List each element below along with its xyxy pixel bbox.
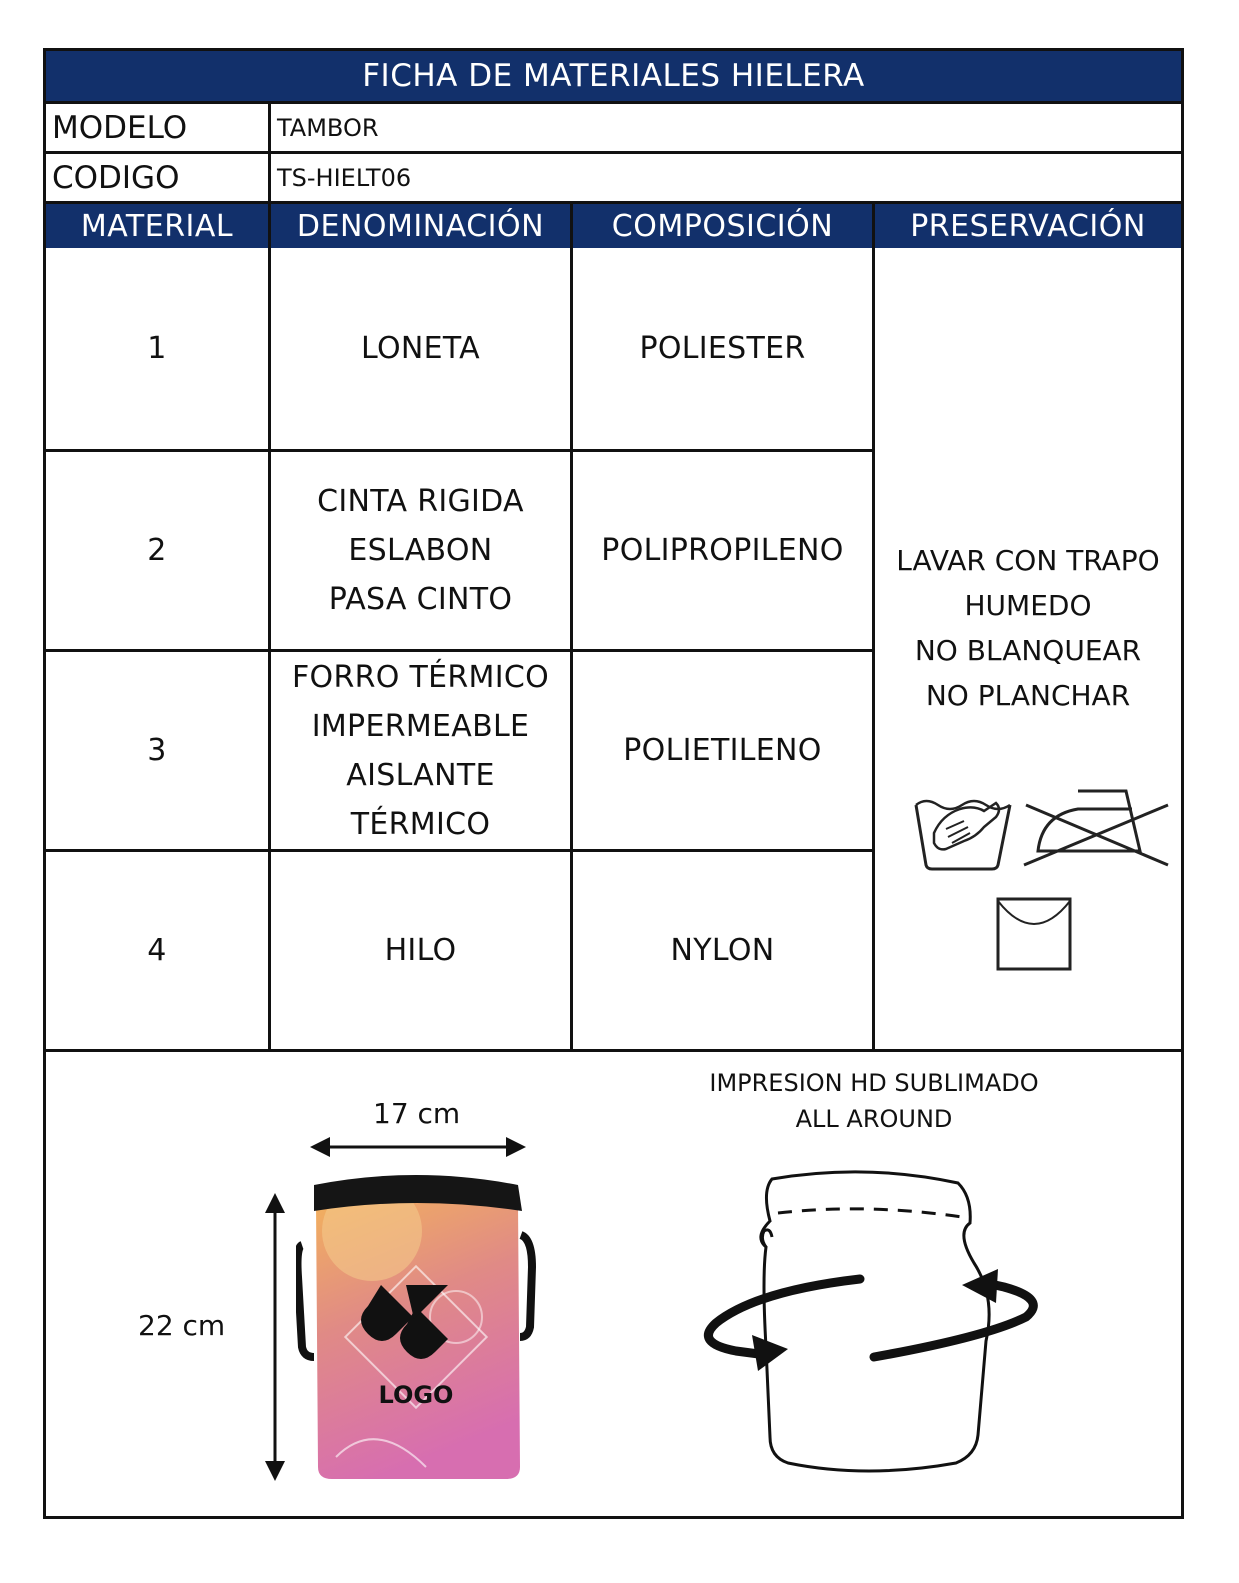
denominacion-line: HILO [384, 933, 457, 968]
material-number-text: 4 [147, 933, 167, 968]
material-number-text: 3 [147, 733, 167, 768]
header-composicion: COMPOSICIÓN [573, 204, 872, 248]
cooler-illustration [296, 1167, 546, 1487]
composicion-text: POLIPROPILENO [601, 533, 844, 568]
material-number [46, 652, 268, 849]
denominacion-cell [271, 248, 570, 449]
cooler-outline-drawing [696, 1167, 1046, 1483]
composicion-text: POLIETILENO [623, 733, 822, 768]
denominacion-line: LONETA [361, 331, 480, 366]
material-number-text: 1 [147, 331, 167, 366]
material-number [46, 452, 268, 649]
dry-flat-icon [996, 897, 1074, 973]
preservacion-line: LAVAR CON TRAPO [896, 544, 1160, 577]
denominacion-line: FORRO TÉRMICO [291, 659, 550, 695]
materials-sheet [43, 48, 1184, 1519]
denominacion-line: IMPERMEABLE [311, 708, 530, 744]
modelo-label: MODELO [52, 109, 188, 146]
logo-text: LOGO [378, 1381, 454, 1409]
material-number [46, 852, 268, 1049]
composicion-cell [573, 248, 872, 449]
width-label: 17 cm [373, 1097, 461, 1130]
denominacion-cell [271, 852, 570, 1049]
divider [46, 1049, 1181, 1052]
height-arrow-icon [259, 1191, 291, 1483]
no-iron-icon [1022, 785, 1170, 869]
preservacion-text [875, 538, 1181, 718]
height-label: 22 cm [138, 1309, 226, 1342]
modelo-value: TAMBOR [277, 113, 379, 142]
preservacion-line: NO PLANCHAR [925, 679, 1131, 712]
denominacion-line: CINTA RIGIDA [317, 484, 524, 519]
header-preservacion: PRESERVACIÓN [875, 204, 1181, 248]
header-material: MATERIAL [46, 204, 268, 248]
composicion-cell [573, 852, 872, 1049]
denominacion-cell [271, 452, 570, 649]
sheet-title: FICHA DE MATERIALES HIELERA [46, 51, 1181, 101]
material-number-text: 2 [147, 533, 167, 568]
preservacion-line: HUMEDO [964, 589, 1092, 622]
composicion-text: NYLON [670, 933, 775, 968]
print-note [686, 1065, 1062, 1137]
composicion-cell [573, 652, 872, 849]
denominacion-line: PASA CINTO [328, 582, 513, 617]
material-number [46, 248, 268, 449]
denominacion-line: AISLANTE [346, 757, 495, 793]
codigo-value: TS-HIELT06 [277, 163, 412, 192]
hand-wash-icon [912, 785, 1016, 875]
composicion-text: POLIESTER [639, 331, 806, 366]
header-denominacion: DENOMINACIÓN [271, 204, 570, 248]
width-arrow-icon [308, 1131, 528, 1163]
composicion-cell [573, 452, 872, 649]
print-note-line: ALL AROUND [795, 1105, 953, 1133]
denominacion-cell [271, 652, 570, 849]
denominacion-line: TÉRMICO [350, 806, 491, 842]
codigo-label: CODIGO [52, 159, 180, 196]
print-note-line: IMPRESION HD SUBLIMADO [709, 1069, 1039, 1097]
preservacion-line: NO BLANQUEAR [914, 634, 1142, 667]
denominacion-line: ESLABON [348, 533, 493, 568]
